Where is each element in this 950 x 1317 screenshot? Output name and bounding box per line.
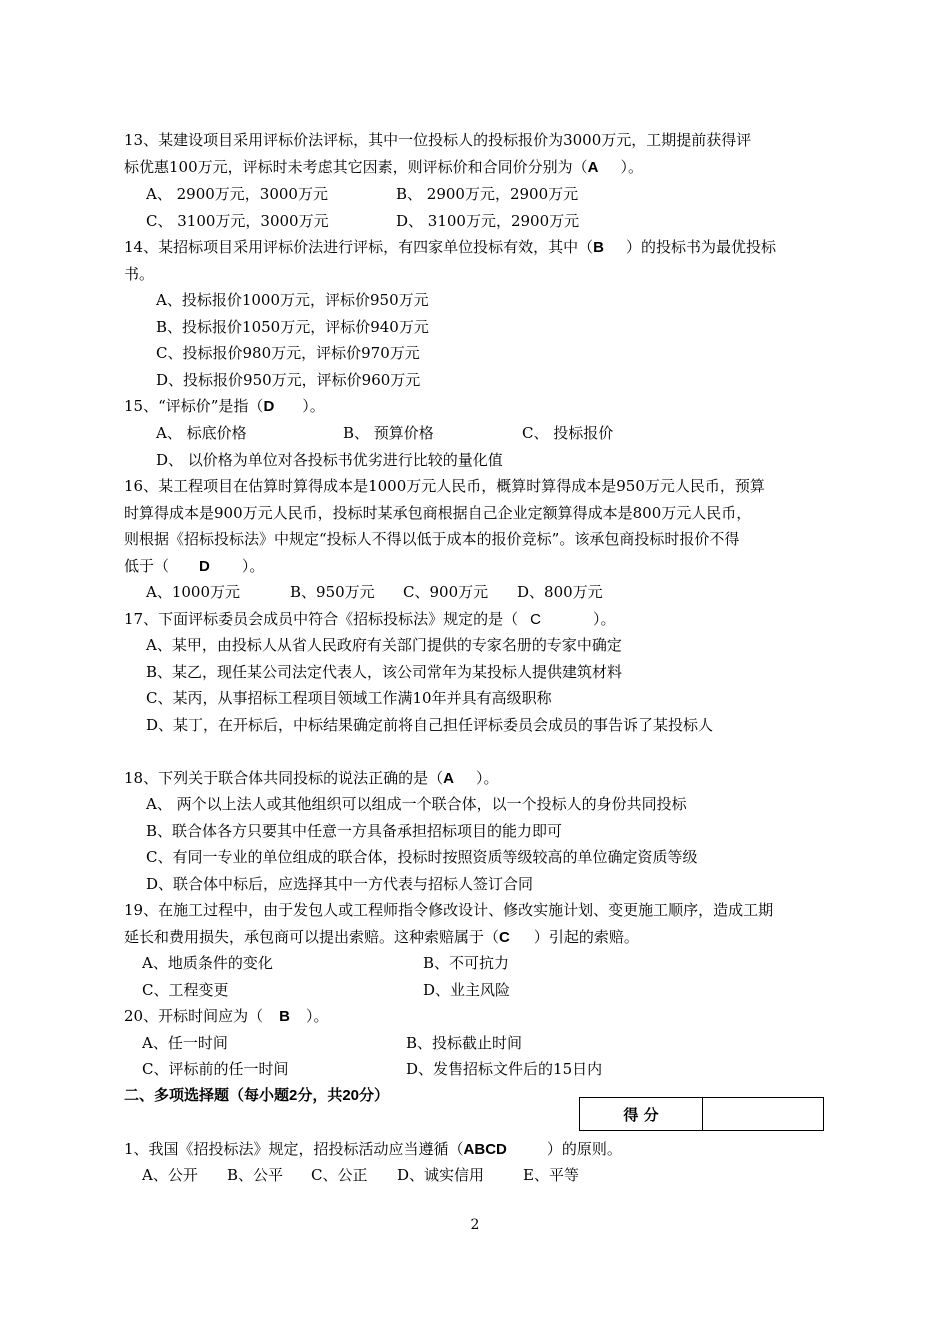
- q17-option-d: D、某丁，在开标后，中标结果确定前将自己担任评标委员会成员的事告诉了某投标人: [146, 716, 714, 734]
- q13-option-d: D、 3100万元，2900万元: [396, 212, 580, 230]
- q20-option-a: A、任一时间: [142, 1034, 228, 1052]
- q16-answer: D: [199, 558, 210, 575]
- q19-option-b: B、不可抗力: [423, 954, 510, 972]
- q19-answer: C: [499, 929, 510, 946]
- q17-answer: C: [530, 611, 541, 628]
- q18-option-b: B、联合体各方只要其中任意一方具备承担招标项目的能力即可: [146, 822, 563, 840]
- q18-option-c: C、有同一专业的单位组成的联合体，投标时按照资质等级较高的单位确定资质等级: [146, 848, 698, 866]
- m1-option-c: C、公正: [311, 1166, 368, 1184]
- q17-option-a: A、某甲，由投标人从省人民政府有关部门提供的专家名册的专家中确定: [146, 636, 622, 654]
- q13-option-b: B、 2900万元，2900万元: [396, 185, 579, 203]
- q19-stem-line1: 19、在施工过程中，由于发包人或工程师指令修改设计、修改实施计划、变更施工顺序，造成工期: [124, 901, 774, 919]
- q13-option-c: C、 3100万元，3000万元: [146, 212, 329, 230]
- q15-option-b: B、 预算价格: [343, 424, 434, 442]
- q16-option-c: C、900万元: [403, 583, 489, 601]
- m1-option-a: A、公开: [142, 1166, 198, 1184]
- q19-option-a: A、地质条件的变化: [142, 954, 273, 972]
- q17-option-c: C、某丙，从事招标工程项目领域工作满10年并具有高级职称: [146, 689, 552, 707]
- m1-stem: 1、我国《招投标法》规定，招投标活动应当遵循（ABCD ）的原则。: [124, 1140, 622, 1158]
- q14-answer: B: [593, 239, 604, 256]
- q14-option-d: D、投标报价950万元，评标价960万元: [156, 371, 421, 389]
- q14-option-a: A、投标报价1000万元，评标价950万元: [156, 291, 429, 309]
- page-number: 2: [470, 1217, 480, 1233]
- q17-option-b: B、某乙，现任某公司法定代表人，该公司常年为某投标人提供建筑材料: [146, 663, 623, 681]
- q13-stem-line1: 13、某建设项目采用评标价法评标，其中一位投标人的投标报价为3000万元，工期提前获得评: [124, 131, 752, 149]
- q14-stem-line1: 14、某招标项目采用评标价法进行评标，有四家单位投标有效，其中（B ）的投标书为最优投标: [124, 238, 776, 256]
- q15-option-a: A、 标底价格: [156, 424, 247, 442]
- q17-stem: 17、下面评标委员会成员中符合《招标投标法》规定的是（ C ）。: [124, 610, 616, 628]
- q13-answer: A: [587, 159, 599, 176]
- m1-option-b: B、公平: [227, 1166, 284, 1184]
- q20-option-c: C、评标前的任一时间: [142, 1060, 289, 1078]
- q14-stem-line2: 书。: [124, 265, 155, 283]
- q19-option-c: C、工程变更: [142, 981, 229, 999]
- q19-option-d: D、业主风险: [423, 981, 511, 999]
- q16-stem-line2: 时算得成本是900万元人民币，投标时某承包商根据自己企业定额算得成本是800万元人民币，: [124, 504, 752, 522]
- q20-option-b: B、投标截止时间: [406, 1034, 523, 1052]
- q13-stem-line2: 标优惠100万元，评标时未考虑其它因素，则评标价和合同价分别为（A ）。: [124, 158, 643, 176]
- q16-option-b: B、950万元: [290, 583, 375, 601]
- q15-stem: 15、“评标价”是指（D ）。: [124, 397, 325, 415]
- q18-option-a: A、 两个以上法人或其他组织可以组成一个联合体，以一个投标人的身份共同投标: [146, 795, 687, 813]
- q14-option-b: B、投标报价1050万元，评标价940万元: [156, 318, 429, 336]
- m1-answer: ABCD: [463, 1141, 507, 1158]
- m1-option-d: D、诚实信用: [397, 1166, 485, 1184]
- section-heading: 二、多项选择题（每小题2分，共20分）: [124, 1087, 390, 1104]
- q16-stem-line4: 低于（ D ）。: [124, 557, 265, 575]
- q16-option-d: D、800万元: [517, 583, 603, 601]
- q15-option-c: C、 投标报价: [522, 424, 614, 442]
- q18-option-d: D、联合体中标后，应选择其中一方代表与招标人签订合同: [146, 875, 534, 893]
- q15-answer: D: [263, 398, 275, 415]
- q19-stem-line2: 延长和费用损失，承包商可以提出索赔。这种索赔属于（C ）引起的索赔。: [124, 928, 639, 946]
- q20-answer: B: [279, 1008, 290, 1025]
- q16-option-a: A、1000万元: [146, 583, 241, 601]
- q16-stem-line3: 则根据《招标投标法》中规定“投标人不得以低于成本的报价竞标”。该承包商投标时报价不得: [124, 530, 740, 548]
- q13-option-a: A、 2900万元，3000万元: [146, 185, 328, 203]
- score-label: 得 分: [580, 1098, 703, 1130]
- score-box: [579, 1097, 824, 1131]
- q14-option-c: C、投标报价980万元，评标价970万元: [156, 344, 420, 362]
- q15-option-d: D、 以价格为单位对各投标书优劣进行比较的量化值: [156, 451, 503, 469]
- m1-option-e: E、平等: [523, 1166, 579, 1184]
- q16-stem-line1: 16、某工程项目在估算时算得成本是1000万元人民币，概算时算得成本是950万元人民币，预算: [124, 477, 765, 495]
- q20-option-d: D、发售招标文件后的15日内: [406, 1060, 603, 1078]
- score-value-cell: [703, 1098, 823, 1130]
- q18-answer: A: [443, 770, 454, 787]
- q18-stem: 18、下列关于联合体共同投标的说法正确的是（A ）。: [124, 769, 499, 787]
- q20-stem: 20、开标时间应为（ B ）。: [124, 1007, 329, 1025]
